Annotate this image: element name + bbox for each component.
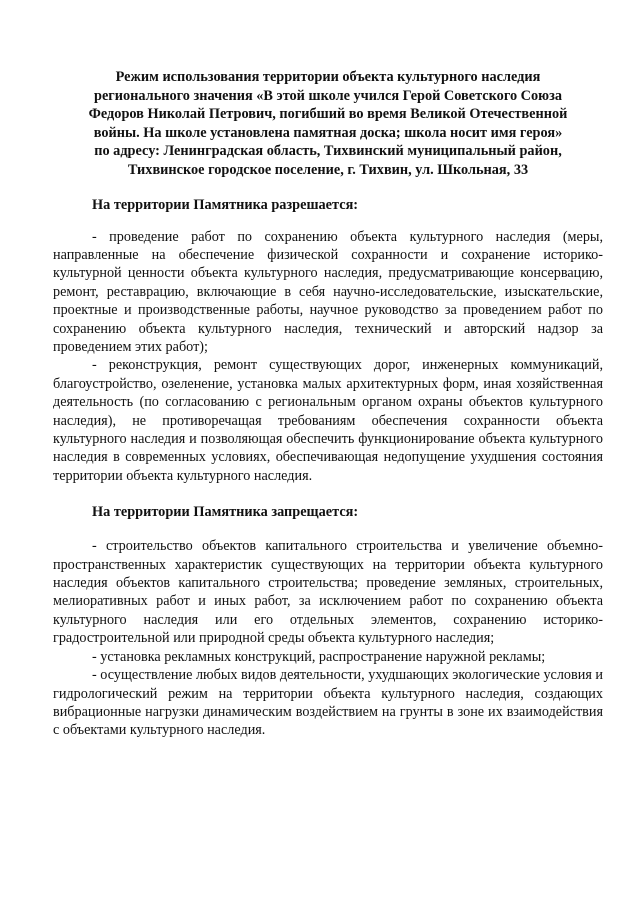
allowed-item: - проведение работ по сохранению объекта культурного наследия (меры, направленные на обеспечение физической сохранности и сохранение историко-культурной ценности объекта культурного наследия, предусматривающие консервацию, ремонт, реставрацию, включающие в себя научно-исследовательские, изыскательские, проектные и производственные работы, научное руководство за проведением работ по сохранению объекта культурного наследия, технический и авторский надзор за проведением этих работ); [53, 228, 603, 355]
title-line: Тихвинское городское поселение, г. Тихвин, ул. Школьная, 33 [127, 161, 529, 178]
forbidden-item: - осуществление любых видов деятельности, ухудшающих экологические условия и гидрологический режим на территории объекта культурного наследия, создающих вибрационные нагрузки динамическим воздействием на грунты в зоне их взаимодействия с объектами культурного наследия. [53, 667, 603, 739]
title-line: по адресу: Ленинградская область, Тихвинский муниципальный район, [94, 143, 562, 160]
forbidden-list [53, 537, 603, 739]
allowed-heading: На территории Памятника разрешается: [92, 196, 359, 213]
title-line: войны. На школе установлена памятная доска; школа носит имя героя» [93, 124, 563, 141]
document-title [53, 68, 603, 180]
title-line: Режим использования территории объекта культурного наследия [115, 69, 541, 85]
allowed-item: - реконструкция, ремонт существующих дорог, инженерных коммуникаций, благоустройство, озеленение, установка малых архитектурных форм, иная хозяйственная деятельность (по согласованию с региональным органом охраны объектов культурного наследия), не противоречащая требованиям обеспечения сохранности объекта культурного наследия и позволяющая обеспечить функционирование объекта культурного наследия в современных условиях, обеспечивающая недопущение ухудшения состояния территории объекта культурного наследия. [53, 357, 603, 484]
forbidden-item: - строительство объектов капитального строительства и увеличение объемно-пространственных характеристик существующих на территории объекта культурного наследия объектов капитального строительства; проведение земляных, строительных, мелиоративных работ и иных работ, за исключением работ по сохранению объекта культурного наследия или его отдельных элементов, сохранению историко-градостроительной или природной среды объекта культурного наследия; [53, 538, 603, 647]
forbidden-item: - установка рекламных конструкций, распространение наружной рекламы; [92, 648, 546, 665]
forbidden-heading: На территории Памятника запрещается: [92, 504, 359, 521]
title-line: Федоров Николай Петрович, погибший во время Великой Отечественной [88, 106, 568, 123]
title-line: регионального значения «В этой школе учился Герой Советского Союза [94, 87, 562, 104]
allowed-list [53, 228, 603, 486]
document-page [53, 68, 603, 740]
